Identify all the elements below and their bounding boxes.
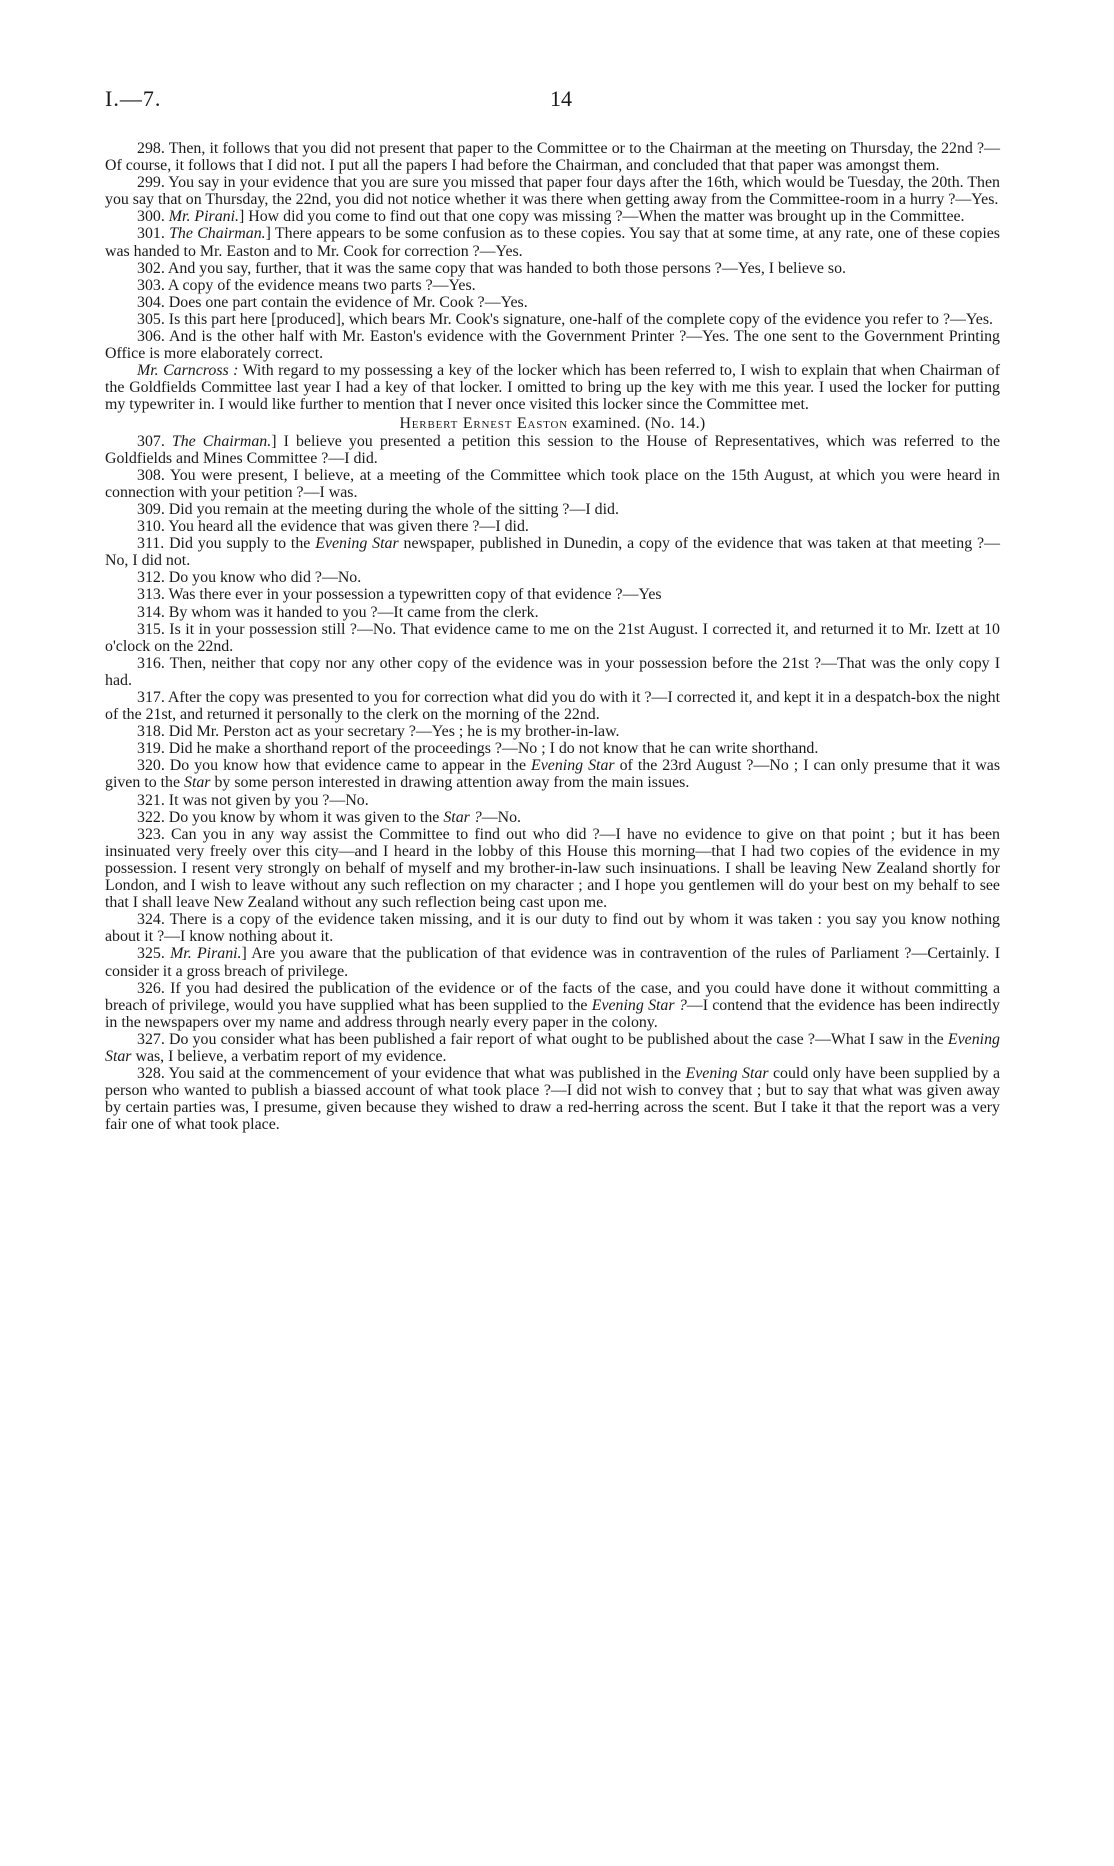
paragraph-314	[105, 604, 1000, 621]
text-run: 305. Is this part here [produced], which bears Mr. Cook's signature, one-half of the complete copy of the evidence you refer to ?—Yes.	[137, 310, 993, 328]
paragraph-305	[105, 311, 1000, 328]
italic-text: Evening Star	[315, 535, 399, 553]
text-run: 307.	[137, 432, 172, 450]
text-run: 298. Then, it follows that you did not present that paper to the Committee or to the Chairman at the meeting on Thursday, the 22nd ?—Of course, it follows that I did not. I put all the papers I had before the Chairman, and concluded that that paper was amongst them.	[105, 140, 1000, 175]
paragraph-312	[105, 569, 1000, 586]
text-run: 321. It was not given by you ?—No.	[137, 791, 369, 809]
paragraph-302	[105, 260, 1000, 277]
paragraph-323	[105, 826, 1000, 911]
text-run: of the 23rd August ?—No ; I can only presume that it was given to the	[105, 757, 1001, 792]
text-run: 303. A copy of the evidence means two parts ?—Yes.	[137, 276, 476, 294]
paragraph-301	[105, 225, 1000, 259]
text-run: 301.	[137, 225, 170, 243]
paragraph-311	[105, 535, 1000, 569]
paragraph-316	[105, 655, 1000, 689]
italic-text: Evening Star	[531, 757, 615, 775]
body-text	[105, 140, 1000, 1133]
text-run: 318. Did Mr. Perston act as your secretary ?—Yes ; he is my brother-in-law.	[137, 723, 620, 741]
text-run: ] There appears to be some confusion as to these copies. You say that at some time, at any rate, one of these copies was handed to Mr. Easton and to Mr. Cook for correction ?—Yes.	[105, 225, 1000, 260]
paragraph-327	[105, 1031, 1000, 1065]
text-run: ] Are you aware that the publication of that evidence was in contravention of the rules of Parliament ?—Certainly. I consider it a gross breach of privilege.	[105, 945, 1000, 980]
paragraph-318	[105, 723, 1000, 740]
text-run: 322. Do you know by whom it was given to the	[137, 808, 444, 826]
paragraph-310	[105, 518, 1000, 535]
text-run: ] How did you come to find out that one copy was missing ?—When the matter was brought up in the Committee.	[238, 208, 965, 226]
text-run: 299. You say in your evidence that you are sure you missed that paper four days after the 16th, which would be Tuesday, the 20th. Then you say that on Thursday, the 22nd, you did not notice whether it was there when getting away from the Committee-room in a hurry ?—Yes.	[105, 174, 1000, 209]
paragraph-306	[105, 328, 1000, 362]
text-run: was, I believe, a verbatim report of my evidence.	[131, 1047, 447, 1065]
text-run: 300.	[137, 208, 169, 226]
text-run: by some person interested in drawing attention away from the main issues.	[210, 774, 690, 792]
text-run: examined. (No. 14.)	[567, 414, 706, 432]
text-run: 316. Then, neither that copy nor any other copy of the evidence was in your possession before the 21st ?—That was the only copy I had.	[105, 654, 1000, 689]
text-run: 317. After the copy was presented to you for correction what did you do with it ?—I corrected it, and kept it in a despatch-box the night of the 21st, and returned it personally to the clerk on the morning of the 22nd.	[105, 689, 1000, 724]
text-run: 315. Is it in your possession still ?—No. That evidence came to me on the 21st August. I corrected it, and returned it to Mr. Izett at 10 o'clock on the 22nd.	[105, 620, 1000, 655]
text-run: could only have been supplied by a person who wanted to publish a biassed account of what took place ?—I did not wish to convey that ; but to say that what was given away by certain parties was, I presume, given because they wished to draw a red-herring across the scent. But I take it that the report was a very fair one of what took place.	[105, 1065, 1000, 1134]
italic-text: Star ?	[443, 808, 482, 826]
text-run: 323. Can you in any way assist the Committee to find out who did ?—I have no evidence to give on that point ; but it has been insinuated very freely over this city—and I heard in the lobby of this House this morning—that I had two copies of the evidence in my possession. I resent very strongly on behalf of myself and my brother-in-law such insinuations. I shall be leaving New Zealand shortly for London, and I wish to leave without any such reflection on my character ; and I hope you gentlemen will do your best on my behalf to see that I shall leave New Zealand without any such reflection being cast upon me.	[105, 825, 1000, 912]
paragraph-carn	[105, 362, 1000, 413]
paragraph-326	[105, 980, 1000, 1031]
text-run: 310. You heard all the evidence that was given there ?—I did.	[137, 518, 529, 536]
paragraph-313	[105, 586, 1000, 603]
italic-text: Evening Star	[685, 1065, 769, 1083]
text-run: 325.	[137, 945, 171, 963]
witness-name: Herbert Ernest Easton	[399, 414, 568, 432]
page-number: 14	[550, 86, 572, 111]
page-header	[105, 86, 1005, 116]
text-run: With regard to my possessing a key of the locker which has been referred to, I wish to explain that when Chairman of the Goldfields Committee last year I had a key of that locker. I omitted to bring up the key with me this year. I used the locker for putting my typewriter in. I would like further to mention that I never once visited this locker since the Committee met.	[105, 362, 1000, 414]
paragraph-298	[105, 140, 1000, 174]
paragraph-320	[105, 757, 1000, 791]
text-run: 314. By whom was it handed to you ?—It came from the clerk.	[137, 603, 539, 621]
text-run: 311. Did you supply to the	[137, 535, 316, 553]
text-run: 319. Did he make a shorthand report of the proceedings ?—No ; I do not know that he can write shorthand.	[137, 740, 819, 758]
text-run: 328. You said at the commencement of your evidence that what was published in the	[137, 1065, 686, 1083]
text-run: 326. If you had desired the publication of the evidence or of the facts of the case, and you could have done it without committing a breach of privilege, would you have supplied what has been supplied to the	[105, 979, 1000, 1014]
paragraph-308	[105, 467, 1000, 501]
italic-text: Mr. Pirani.	[170, 945, 242, 963]
paragraph-328	[105, 1065, 1000, 1133]
paragraph-321	[105, 792, 1000, 809]
paragraph-300	[105, 208, 1000, 225]
paragraph-299	[105, 174, 1000, 208]
paragraph-325	[105, 945, 1000, 979]
italic-text: Evening Star ?	[591, 996, 687, 1014]
text-run: 327. Do you consider what has been published a fair report of what ought to be published about the case ?—What I saw in the	[137, 1030, 948, 1048]
italic-text: Evening Star	[105, 1030, 1000, 1065]
text-run: 312. Do you know who did ?—No.	[137, 569, 362, 587]
paragraph-317	[105, 689, 1000, 723]
text-run: 308. You were present, I believe, at a meeting of the Committee which took place on the 15th August, at which you were heard in connection with your petition ?—I was.	[105, 466, 1000, 501]
paragraph-309	[105, 501, 1000, 518]
paragraph-303	[105, 277, 1000, 294]
text-run: —No.	[481, 808, 522, 826]
paragraph-307	[105, 433, 1000, 467]
document-id: I.—7.	[105, 86, 162, 111]
witness-heading	[105, 415, 1000, 432]
paragraph-322	[105, 809, 1000, 826]
paragraph-319	[105, 740, 1000, 757]
italic-text: Star	[184, 774, 211, 792]
paragraph-324	[105, 911, 1000, 945]
text-run: 313. Was there ever in your possession a typewritten copy of that evidence ?—Yes	[137, 586, 662, 604]
paragraph-315	[105, 621, 1000, 655]
paragraph-304	[105, 294, 1000, 311]
text-run: 309. Did you remain at the meeting during the whole of the sitting ?—I did.	[137, 500, 619, 518]
text-run: newspaper, published in Dunedin, a copy of the evidence that was taken at that meeting ?—No, I did not.	[105, 535, 1000, 570]
text-run: ] I believe you presented a petition this session to the House of Representatives, which was referred to the Goldfields and Mines Committee ?—I did.	[105, 432, 1000, 467]
text-run: 324. There is a copy of the evidence taken missing, and it is our duty to find out by whom it was taken : you say you know nothing about it ?—I know nothing about it.	[105, 911, 1000, 946]
italic-text: Mr. Pirani.	[168, 208, 239, 226]
text-run: 306. And is the other half with Mr. Easton's evidence with the Government Printer ?—Yes. The one sent to the Government Printing Office is more elaborately correct.	[105, 328, 1000, 363]
italic-text: The Chairman.	[171, 432, 272, 450]
text-run: 320. Do you know how that evidence came to appear in the	[137, 757, 532, 775]
italic-text: The Chairman.	[169, 225, 266, 243]
italic-text: Mr. Carncross :	[137, 362, 239, 380]
text-run: 302. And you say, further, that it was the same copy that was handed to both those persons ?—Yes, I believe so.	[137, 259, 847, 277]
text-run: —I contend that the evidence has been indirectly in the newspapers over my name and address through nearly every paper in the colony.	[105, 996, 1000, 1031]
text-run: 304. Does one part contain the evidence of Mr. Cook ?—Yes.	[137, 293, 528, 311]
